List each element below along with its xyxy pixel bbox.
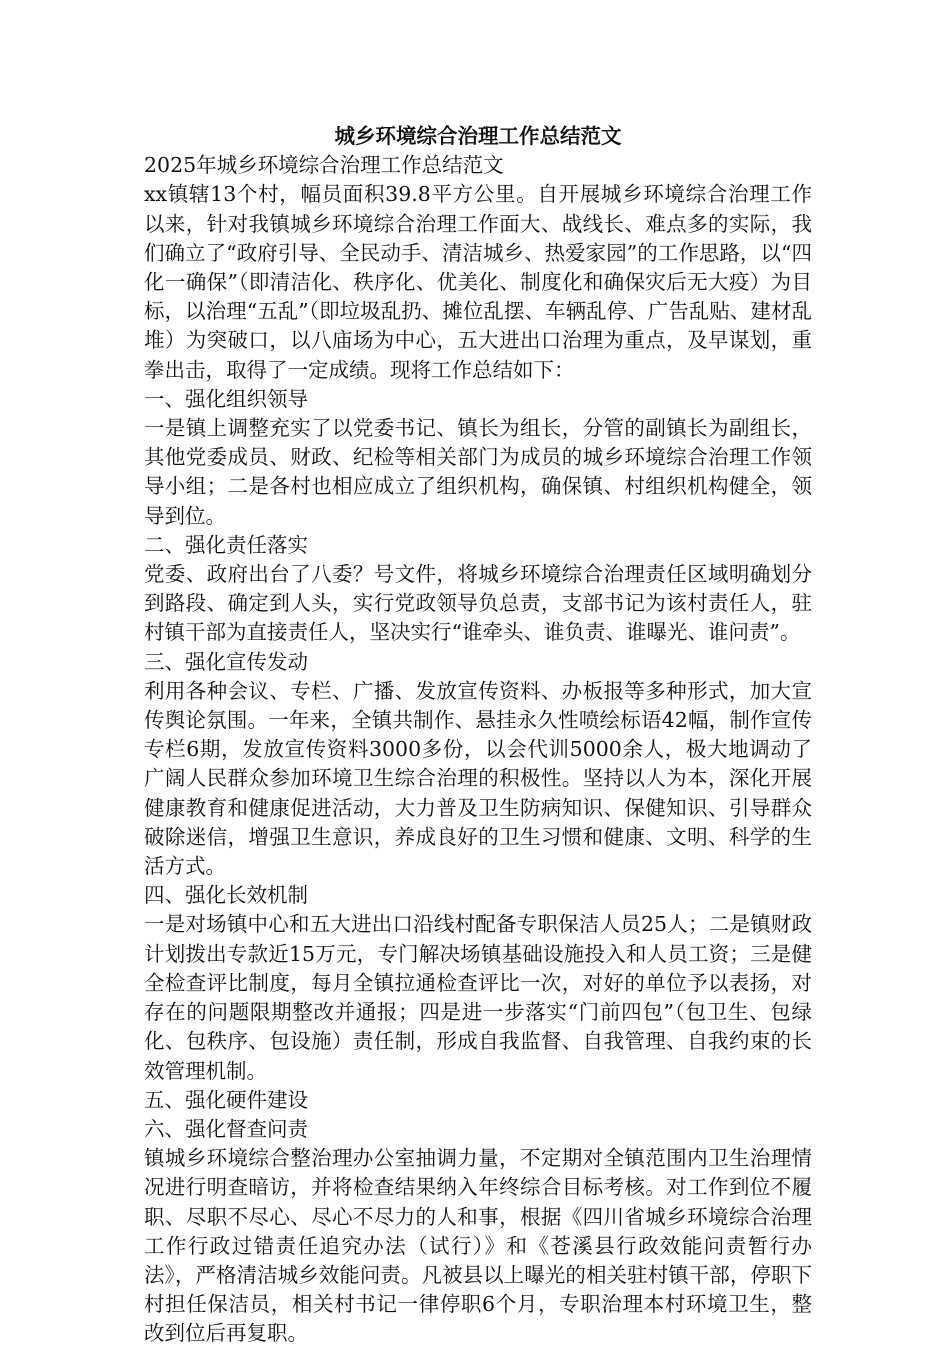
section-heading-hardware: 五、强化硬件建设 xyxy=(144,1087,308,1112)
section-body-mechanism: 一是对场镇中心和五大进出口沿线村配备专职保洁人员25人；二是镇财政计划拨出专款近15万元，专门解决场镇基础设施投入和人员工资；三是健全检查评比制度，每月全镇拉通检查评比一次，对好的单位予以表扬，对存在的问题限期整改并通报；四是进一步落实“门前四包”（包卫生、包绿化、包秩序、包设施）责任制，形成自我监督、自我管理、自我约束的长效管理机制。 xyxy=(144,912,812,1083)
section-heading-organization: 一、强化组织领导 xyxy=(144,386,308,411)
intro-paragraph: xx镇辖13个村，幅员面积39.8平方公里。自开展城乡环境综合治理工作以来，针对我镇城乡环境综合治理工作面大、战线长、难点多的实际，我们确立了“政府引导、全民动手、清洁城乡、热爱家园”的工作思路，以“四化一确保”（即清洁化、秩序化、优美化、制度化和确保灾后无大疫）为目标，以治理“五乱”（即垃圾乱扔、摊位乱摆、车辆乱停、广告乱贴、建材乱堆）为突破口，以八庙场为中心，五大进出口治理为重点，及早谋划，重拳出击，取得了一定成绩。现将工作总结如下： xyxy=(144,182,812,382)
section-heading-publicity: 三、强化宣传发动 xyxy=(144,649,308,674)
section-body-supervision: 镇城乡环境综合整治理办公室抽调力量，不定期对全镇范围内卫生治理情况进行明查暗访，并将检查结果纳入年终综合目标考核。对工作到位不履职、尽职不尽心、尽心不尽力的人和事，根据《四川省城乡环境综合治理工作行政过错责任追究办法（试行）》和《苍溪县行政效能问责暂行办法》，严格清洁城乡效能问责。凡被县以上曝光的相关驻村镇干部，停职下村担任保洁员，相关村书记一律停职6个月，专职治理本村环境卫生，整改到位后再复职。 xyxy=(144,1146,812,1346)
document-body xyxy=(144,122,812,1349)
section-body-responsibility: 党委、政府出台了八委？号文件，将城乡环境综合治理责任区域明确划分到路段、确定到人头，实行党政领导负总责，支部书记为该村责任人，驻村镇干部为直接责任人，坚决实行“谁牵头、谁负责、谁曝光、谁问责”。 xyxy=(144,562,812,645)
section-heading-mechanism: 四、强化长效机制 xyxy=(144,883,308,908)
section-heading-supervision: 六、强化督查问责 xyxy=(144,1116,308,1141)
section-heading-responsibility: 二、强化责任落实 xyxy=(144,532,308,557)
document-title: 城乡环境综合治理工作总结范文 xyxy=(334,124,622,148)
document-subtitle: 2025年城乡环境综合治理工作总结范文 xyxy=(144,153,504,178)
section-body-publicity: 利用各种会议、专栏、广播、发放宣传资料、办板报等多种形式，加大宣传舆论氛围。一年来，全镇共制作、悬挂永久性喷绘标语42幅，制作宣传专栏6期，发放宣传资料3000多份，以会代训5000余人，极大地调动了广阔人民群众参加环境卫生综合治理的积极性。坚持以人为本，深化开展健康教育和健康促进活动，大力普及卫生防病知识、保健知识、引导群众破除迷信，增强卫生意识，养成良好的卫生习惯和健康、文明、科学的生活方式。 xyxy=(144,678,812,879)
section-body-organization: 一是镇上调整充实了以党委书记、镇长为组长，分管的副镇长为副组长，其他党委成员、财政、纪检等相关部门为成员的城乡环境综合治理工作领导小组；二是各村也相应成立了组织机构，确保镇、村组织机构健全，领导到位。 xyxy=(144,416,812,528)
